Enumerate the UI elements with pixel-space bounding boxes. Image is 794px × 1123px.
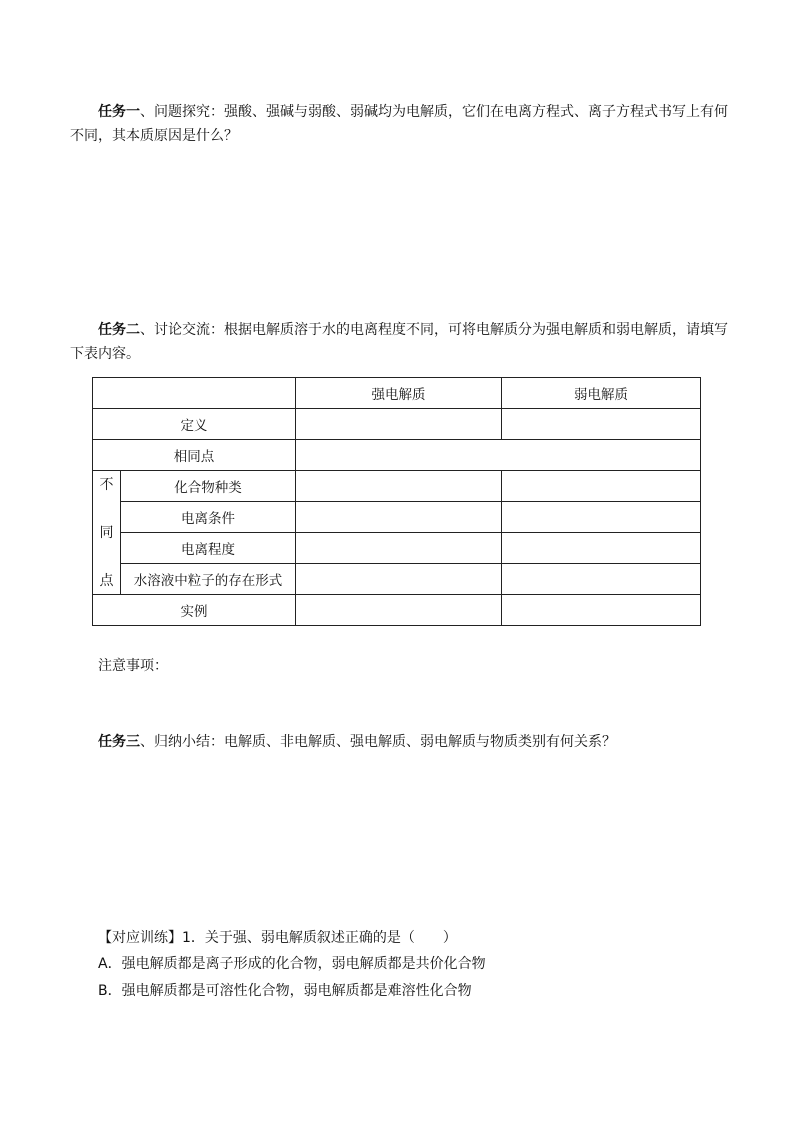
- cell-compound-type-strong[interactable]: [296, 471, 502, 502]
- table-header-row: [93, 378, 701, 409]
- exercise-option-b: B．强电解质都是可溶性化合物，弱电解质都是难溶性化合物: [98, 983, 472, 999]
- row-label-common: 相同点: [93, 440, 296, 471]
- exercise-question: [98, 926, 457, 950]
- exercise-bracket-label: 【对应训练】: [98, 930, 182, 946]
- electrolyte-comparison-table: [92, 377, 701, 626]
- table-row-common: [93, 440, 701, 471]
- header-cell-empty: [93, 378, 296, 409]
- cell-definition-strong[interactable]: [296, 409, 502, 440]
- cell-ionization-condition-strong[interactable]: [296, 502, 502, 533]
- row-label-ionization-degree: 电离程度: [121, 533, 296, 564]
- task-two-label: 任务二: [98, 322, 140, 338]
- table-row-definition: [93, 409, 701, 440]
- header-cell-strong: 强电解质: [296, 378, 502, 409]
- diff-char-2: 同: [99, 524, 114, 541]
- cell-example-weak[interactable]: [502, 595, 701, 626]
- task-three-text: 、归纳小结：电解质、非电解质、强电解质、弱电解质与物质类别有何关系？: [140, 734, 616, 750]
- task-three-label: 任务三: [98, 734, 140, 750]
- row-label-example: 实例: [93, 595, 296, 626]
- task-one-label: 任务一: [98, 104, 140, 120]
- cell-example-strong[interactable]: [296, 595, 502, 626]
- row-label-definition: 定义: [93, 409, 296, 440]
- notes-label: 注意事项：: [98, 658, 168, 674]
- table-row-ionization-degree: [93, 533, 701, 564]
- task-three-paragraph: [98, 730, 738, 754]
- cell-common-merged[interactable]: [296, 440, 701, 471]
- cell-particle-form-strong[interactable]: [296, 564, 502, 595]
- diff-char-3: 点: [99, 572, 114, 589]
- cell-definition-weak[interactable]: [502, 409, 701, 440]
- cell-ionization-degree-strong[interactable]: [296, 533, 502, 564]
- row-label-compound-type: 化合物种类: [121, 471, 296, 502]
- row-label-ionization-condition: 电离条件: [121, 502, 296, 533]
- cell-ionization-condition-weak[interactable]: [502, 502, 701, 533]
- cell-compound-type-weak[interactable]: [502, 471, 701, 502]
- table-row-ionization-condition: [93, 502, 701, 533]
- diff-char-1: 不: [99, 476, 114, 493]
- header-cell-weak: 弱电解质: [502, 378, 701, 409]
- exercise-option-a: A．强电解质都是离子形成的化合物，弱电解质都是共价化合物: [98, 956, 486, 972]
- table-row-particle-form: [93, 564, 701, 595]
- cell-particle-form-weak[interactable]: [502, 564, 701, 595]
- table-row-compound-type: [93, 471, 701, 502]
- table-row-example: [93, 595, 701, 626]
- task-two-text: 、讨论交流：根据电解质溶于水的电离程度不同，可将电解质分为强电解质和弱电解质，请填写下表内容。: [70, 322, 728, 362]
- row-label-particle-form: 水溶液中粒子的存在形式: [121, 564, 296, 595]
- task-two-paragraph: [70, 318, 730, 366]
- cell-ionization-degree-weak[interactable]: [502, 533, 701, 564]
- task-one-text: 、问题探究：强酸、强碱与弱酸、弱碱均为电解质，它们在电离方程式、离子方程式书写上有何不同，其本质原因是什么？: [70, 104, 728, 144]
- task-one-paragraph: [70, 100, 730, 148]
- row-group-label-differences: [93, 471, 121, 595]
- exercise-question-text: 1．关于强、弱电解质叙述正确的是（ ）: [182, 930, 457, 946]
